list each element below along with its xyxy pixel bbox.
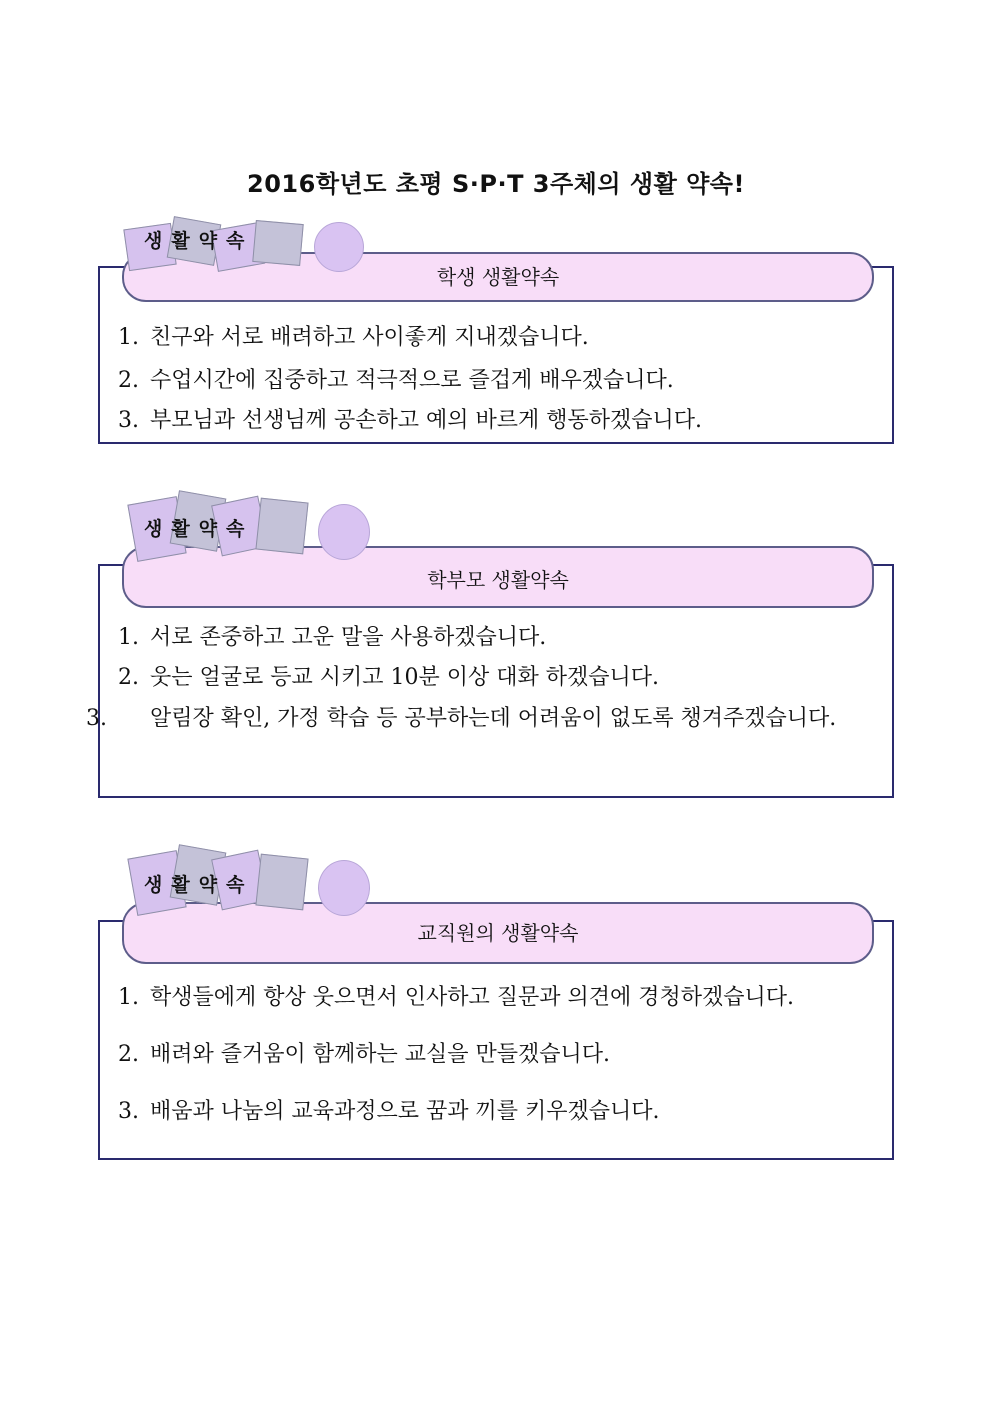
student-promise-section bbox=[98, 212, 894, 444]
promise-tag-graphic bbox=[126, 212, 376, 272]
list-item: 2. 수업시간에 집중하고 적극적으로 즐겁게 배우겠습니다. bbox=[118, 368, 674, 393]
staff-promise-list bbox=[118, 980, 880, 1134]
list-item: 3. 부모님과 선생님께 공손하고 예의 바르게 행동하겠습니다. bbox=[118, 408, 703, 433]
student-promise-list bbox=[118, 320, 880, 443]
promise-tag-label: 생활약속 bbox=[144, 874, 254, 896]
parent-promise-heading: 학부모 생활약속 bbox=[122, 546, 874, 608]
list-item: 1. 친구와 서로 배려하고 사이좋게 지내겠습니다. bbox=[118, 325, 589, 350]
list-item: 3. 배움과 나눔의 교육과정으로 꿈과 끼를 키우겠습니다. bbox=[118, 1099, 660, 1124]
promise-tag-graphic bbox=[126, 846, 376, 906]
promise-tag-label: 생활약속 bbox=[144, 518, 254, 540]
list-item: 1. 서로 존중하고 고운 말을 사용하겠습니다. bbox=[118, 625, 547, 650]
parent-promise-section bbox=[86, 494, 894, 800]
staff-promise-section bbox=[98, 846, 894, 1160]
promise-tag-label: 생활약속 bbox=[144, 230, 254, 252]
list-item: 2. 웃는 얼굴로 등교 시키고 10분 이상 대화 하겠습니다. bbox=[118, 665, 659, 690]
list-item: 1. 학생들에게 항상 웃으면서 인사하고 질문과 의견에 경청하겠습니다. bbox=[118, 985, 795, 1010]
parent-promise-list bbox=[86, 620, 880, 738]
list-item: 3. 알림장 확인, 가정 학습 등 공부하는데 어려움이 없도록 챙겨주겠습니다. bbox=[86, 706, 837, 731]
page-title: 2016학년도 초평 S·P·T 3주체의 생활 약속! bbox=[247, 170, 745, 198]
student-promise-heading: 학생 생활약속 bbox=[122, 252, 874, 302]
list-item: 2. 배려와 즐거움이 함께하는 교실을 만들겠습니다. bbox=[118, 1042, 611, 1067]
promise-tag-graphic bbox=[126, 494, 376, 554]
staff-promise-heading: 교직원의 생활약속 bbox=[122, 902, 874, 964]
